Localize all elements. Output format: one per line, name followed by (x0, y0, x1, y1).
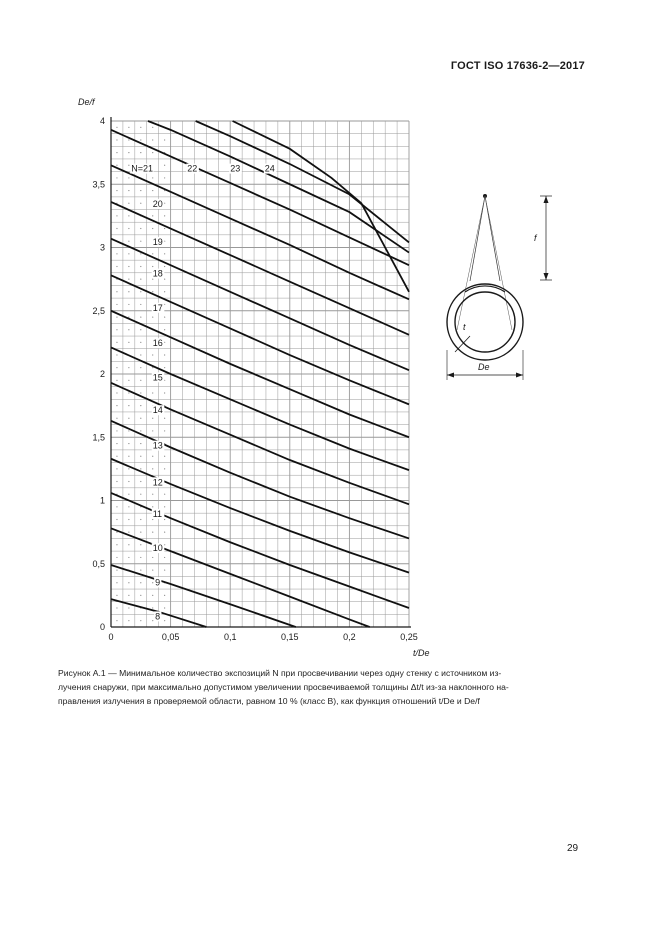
series-label-18: 18 (152, 268, 163, 279)
page-number: 29 (567, 843, 579, 854)
series-label-20: 20 (152, 199, 163, 210)
x-tick-label: 0,05 (161, 632, 180, 642)
y-tick-label: 3,5 (92, 179, 105, 190)
series-label-14: 14 (152, 405, 163, 416)
series-label-12: 12 (152, 477, 163, 488)
caption-line-3: правления излучения в проверяемой области, равном 10 % (класс B), как функция отношений t/De и De/f (58, 696, 480, 706)
y-tick-label: 3 (99, 242, 105, 253)
beam-line-left2 (457, 196, 485, 330)
series-label-9: 9 (155, 577, 161, 588)
series-label-17: 17 (152, 302, 163, 313)
y-axis-label: De/f (78, 97, 95, 107)
y-tick-label: 0 (99, 622, 105, 632)
standard-header: ГОСТ ISO 17636-2—2017 (450, 60, 585, 72)
series-label-24: 24 (264, 163, 275, 174)
y-tick-label: 4 (99, 116, 105, 126)
x-tick-label: 0 (108, 632, 114, 642)
wall-thickness-label: t (463, 322, 466, 332)
De-label: De (478, 362, 490, 372)
series-label-15: 15 (152, 372, 163, 383)
series-label-8: 8 (155, 611, 161, 622)
caption-line-2: лучения снаружи, при максимально допустимом увеличении просвечиваемой толщины Δt/t из-за наклонного на- (58, 682, 509, 692)
series-label-22: 22 (187, 163, 198, 174)
series-label-16: 16 (152, 338, 163, 349)
caption-line-1: Рисунок А.1 — Минимальное количество экспозиций N при просвечивании через одну стенку с источником из- (58, 668, 502, 678)
x-tick-label: 0,1 (223, 632, 237, 642)
x-tick-label: 0,25 (400, 632, 418, 642)
y-tick-label: 1,5 (92, 432, 105, 443)
series-label-19: 19 (152, 236, 163, 247)
y-tick-label: 2,5 (92, 305, 105, 316)
x-tick-label: 0,2 (343, 632, 356, 642)
series-label-21: N=21 (131, 163, 154, 174)
y-tick-label: 1 (99, 495, 105, 506)
x-tick-label: 0,15 (281, 632, 299, 642)
beam-line-right (485, 196, 500, 281)
y-tick-label: 2 (99, 369, 105, 379)
series-label-23: 23 (230, 163, 241, 174)
beam-line-left (470, 196, 485, 281)
x-axis-label: t/De (413, 648, 430, 658)
figure-caption (58, 666, 606, 708)
series-label-13: 13 (152, 440, 163, 451)
series-label-10: 10 (152, 543, 163, 554)
beam-line-right2 (485, 196, 512, 330)
series-label-11: 11 (152, 508, 163, 519)
f-label: f (534, 233, 537, 243)
y-tick-label: 0,5 (92, 558, 105, 569)
wall-thickness-arrow (455, 336, 470, 352)
